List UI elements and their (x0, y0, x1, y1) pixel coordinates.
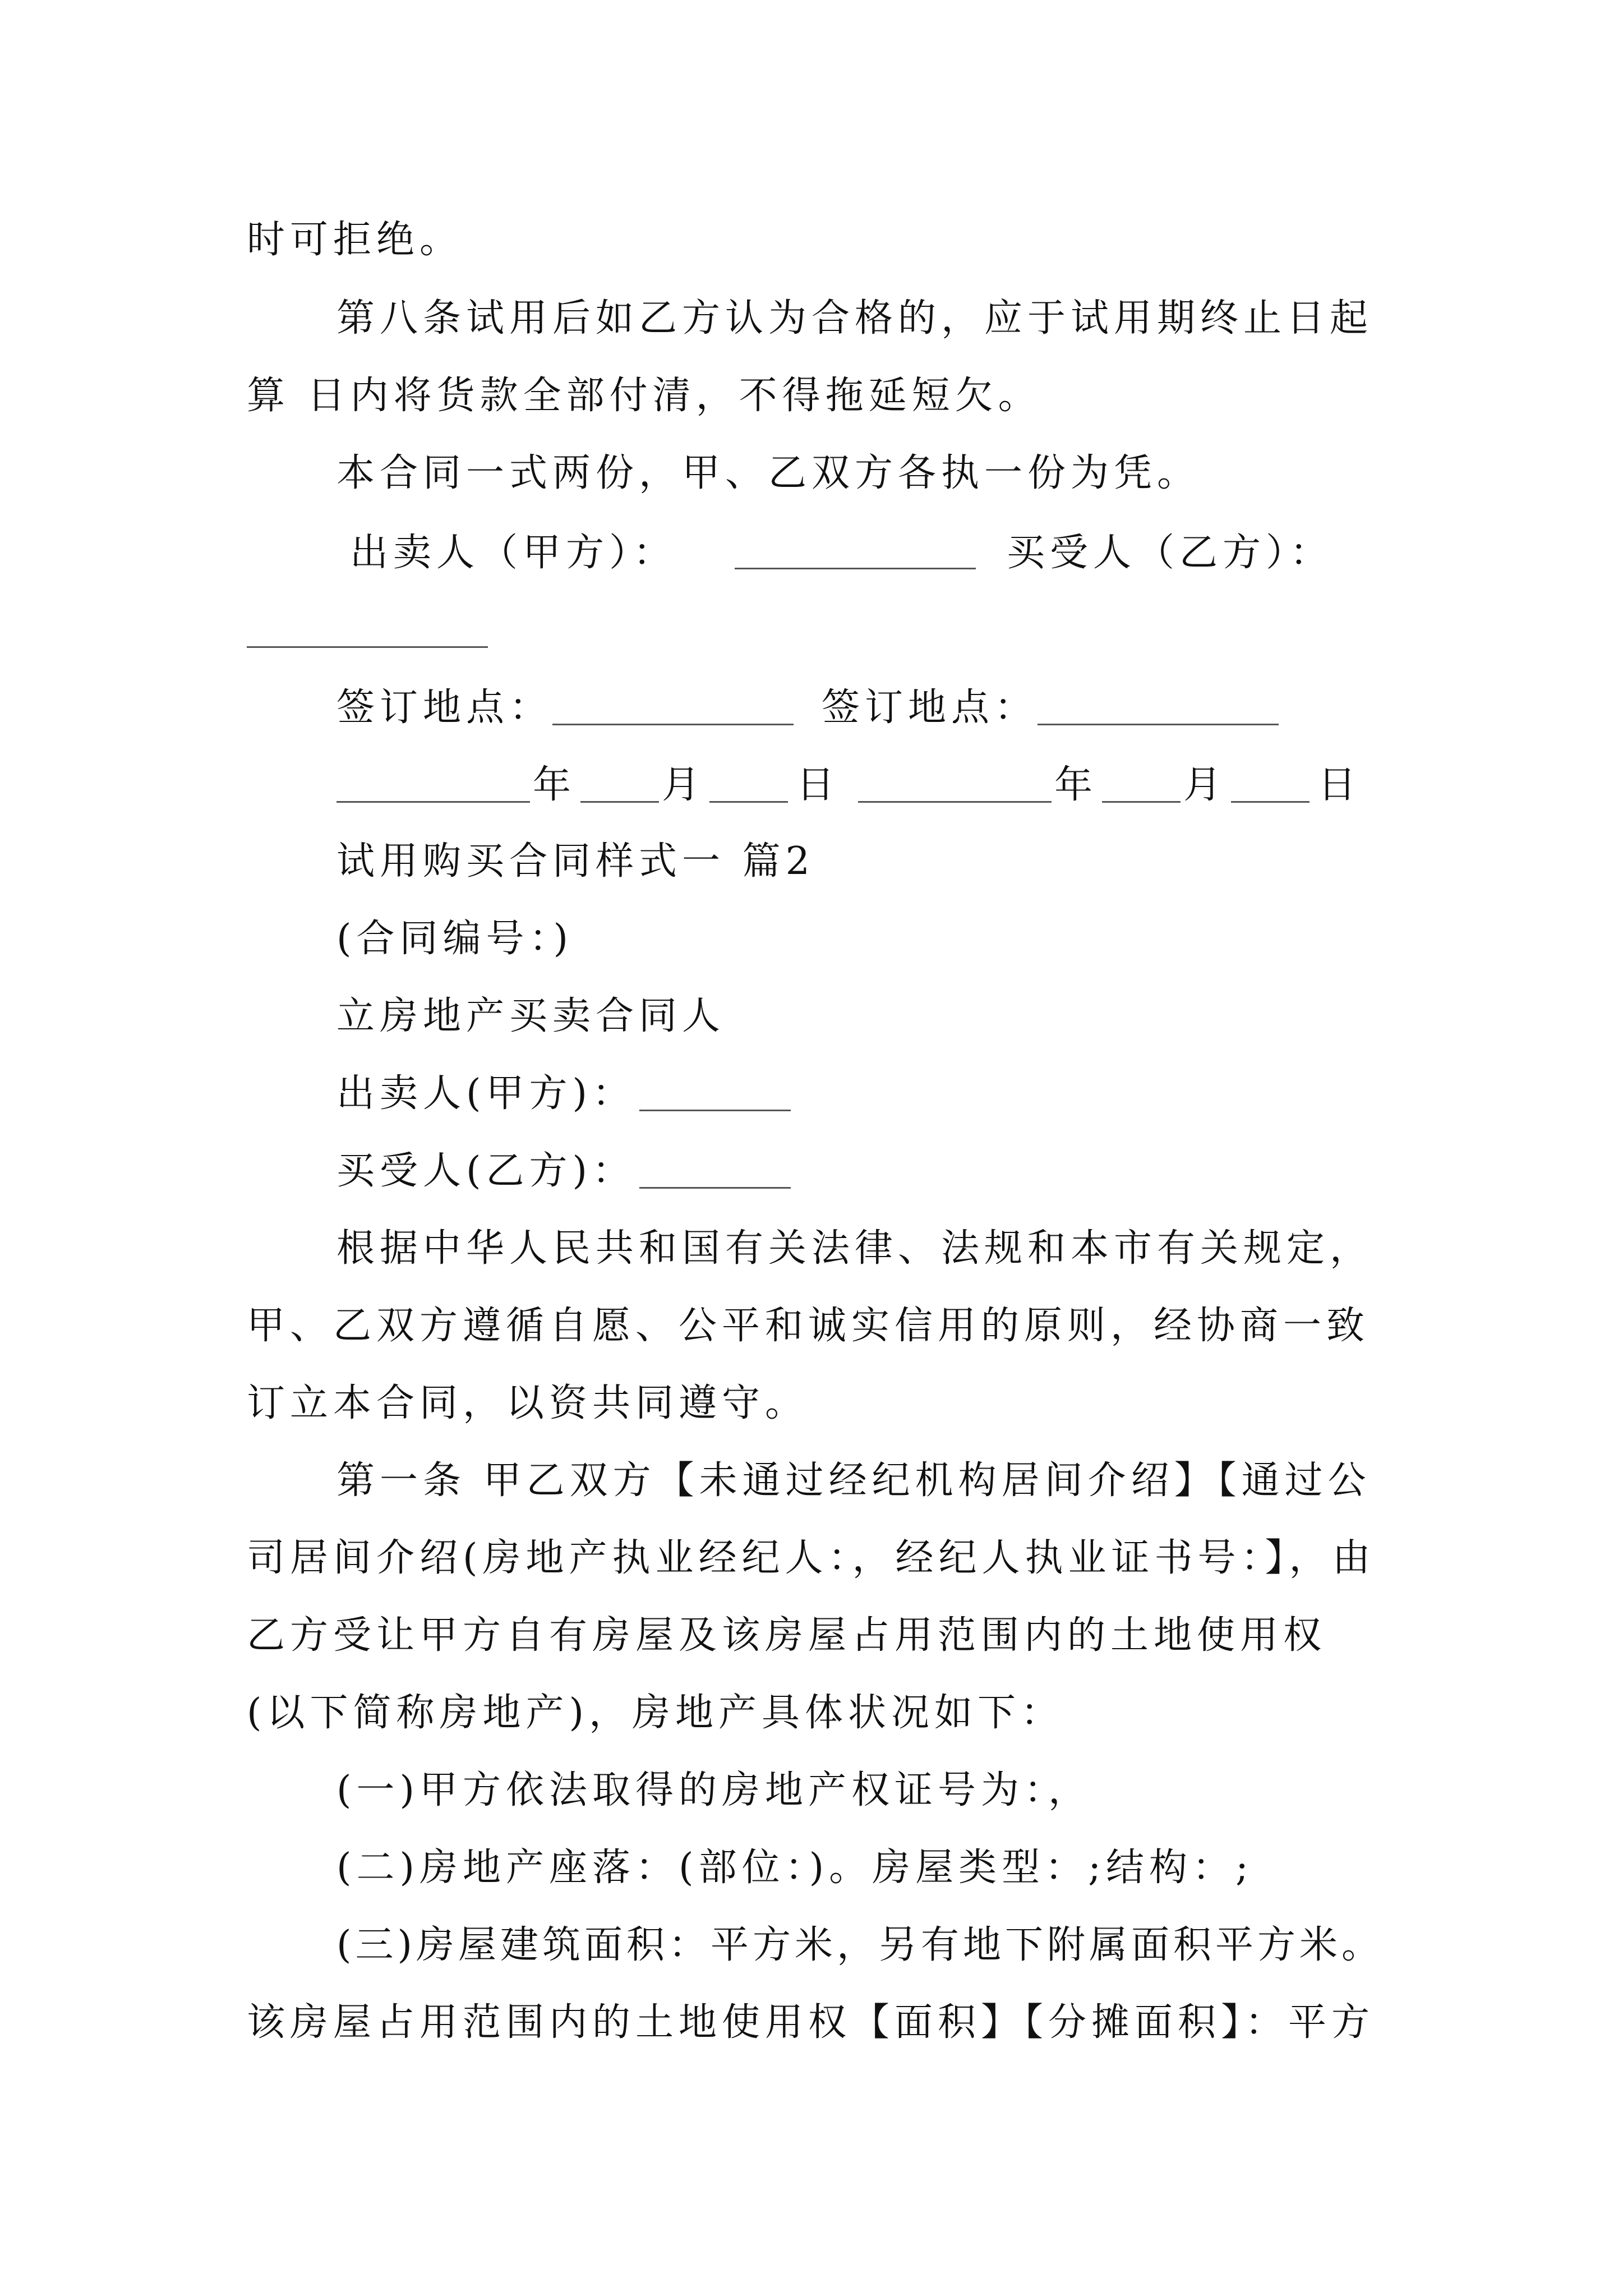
buyer-party-blank (639, 1187, 791, 1189)
date-2-year: 年 (1054, 763, 1098, 807)
seller-party-label: 出卖人(甲方)： (336, 1071, 636, 1116)
item-3-line-2: 该房屋占用范围内的土地使用权【面积】【分摊面积】：平方 (247, 2000, 1375, 2045)
buyer-label: 买受人（乙方）： (1007, 531, 1334, 575)
preamble-line-2: 甲、乙双方遵循自愿、公平和诚实信用的原则，经协商一致 (247, 1304, 1370, 1348)
item-2: (二)房地产座落：(部位：)。房屋类型：;结构：; (336, 1846, 1253, 1890)
signing-place-label-2: 签订地点： (822, 685, 1038, 730)
seller-blank (735, 568, 976, 569)
item-3-line-1: (三)房屋建筑面积：平方米，另有地下附属面积平方米。 (336, 1923, 1384, 1967)
date-1-day: 日 (796, 763, 840, 807)
buyer-party-label: 买受人(乙方)： (336, 1149, 636, 1193)
preamble-line-1: 根据中华人民共和国有关法律、法规和本市有关规定， (336, 1226, 1373, 1271)
signing-place-blank-2 (1038, 724, 1279, 725)
preamble-line-3: 订立本合同，以资共同遵守。 (247, 1381, 809, 1425)
buyer-blank (247, 646, 488, 648)
date-1-month: 月 (662, 763, 706, 807)
seller-label: 出卖人（甲方）： (350, 531, 677, 575)
date-2-month-blank (1102, 801, 1181, 803)
article-1-line-3: 乙方受让甲方自有房屋及该房屋占用范围内的土地使用权 (247, 1613, 1327, 1658)
item-1: (一)甲方依法取得的房地产权证号为：， (336, 1768, 1092, 1812)
date-2-day-blank (1231, 801, 1310, 803)
date-2-day: 日 (1318, 763, 1362, 807)
seller-party-blank (639, 1110, 791, 1111)
signing-place-label-1: 签订地点： (336, 685, 553, 730)
date-1-year: 年 (533, 763, 577, 807)
section-heading: 试用购买合同样式一 篇2 (336, 839, 815, 884)
article-8-line-2: 算 日内将货款全部付清，不得拖延短欠。 (247, 374, 1041, 418)
copies-clause: 本合同一式两份，甲、乙双方各执一份为凭。 (336, 451, 1201, 495)
article-1-line-2: 司居间介绍(房地产执业经纪人：，经纪人执业证书号：】，由 (247, 1536, 1376, 1580)
signing-place-blank-1 (552, 724, 794, 725)
date-2-month: 月 (1183, 763, 1227, 807)
date-1-year-blank (336, 801, 530, 803)
article-1-line-1: 第一条 甲乙双方【未通过经纪机构居间介绍】【通过公 (336, 1458, 1371, 1503)
date-2-year-blank (858, 801, 1052, 803)
parties-heading: 立房地产买卖合同人 (336, 994, 726, 1038)
article-8-line-1: 第八条试用后如乙方认为合格的，应于试用期终止日起 (336, 296, 1373, 341)
article-1-line-4: (以下简称房地产)，房地产具体状况如下： (247, 1691, 1064, 1735)
date-1-day-blank (709, 801, 788, 803)
contract-number: (合同编号：) (336, 917, 574, 961)
text-line-1: 时可拒绝。 (247, 218, 463, 262)
date-1-month-blank (580, 801, 659, 803)
